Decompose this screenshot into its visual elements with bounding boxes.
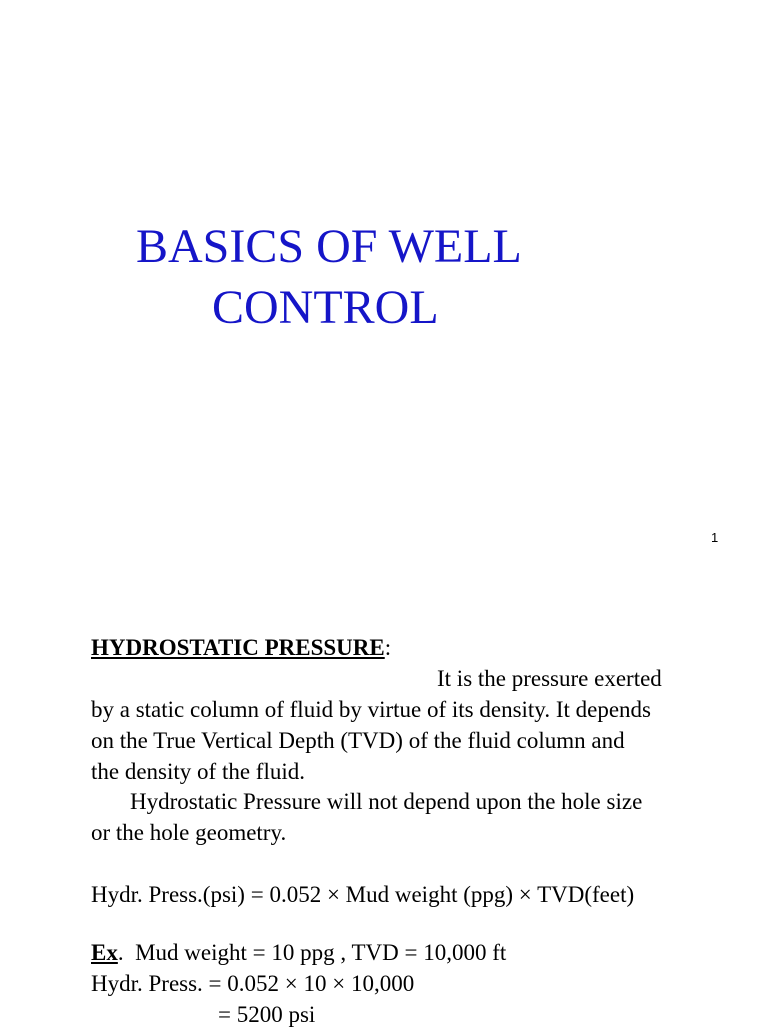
content-slide [0, 575, 768, 1027]
calculation-line-1: Hydr. Press. = 0.052 × 10 × 10,000 [91, 971, 415, 996]
example-label: Ex [91, 940, 118, 965]
section-heading: HYDROSTATIC PRESSURE [91, 635, 385, 660]
paragraph-1-line-2: by a static column of fluid by virtue of its density. It depends [91, 697, 651, 722]
example-text: . Mud weight = 10 ppg , TVD = 10,000 ft [117, 940, 507, 965]
section-heading-line [91, 634, 391, 662]
formula-line: Hydr. Press.(psi) = 0.052 × Mud weight (ppg) × TVD(feet) [91, 882, 635, 907]
paragraph-1-line-4: the density of the fluid. [91, 759, 305, 784]
slide-title-line-2: CONTROL [212, 281, 439, 334]
section-heading-colon: : [384, 635, 392, 660]
slide-title-line-1: BASICS OF WELL [136, 220, 522, 273]
paragraph-1-line-3: on the True Vertical Depth (TVD) of the fluid column and [91, 728, 625, 753]
paragraph-1-line-1: It is the pressure exerted [437, 666, 662, 691]
page-number: 1 [711, 530, 719, 545]
paragraph-2-line-2: or the hole geometry. [91, 820, 287, 845]
example-line [91, 939, 506, 967]
calculation-line-2: = 5200 psi [218, 1002, 316, 1027]
paragraph-2-line-1: Hydrostatic Pressure will not depend upon the hole size [130, 789, 643, 814]
